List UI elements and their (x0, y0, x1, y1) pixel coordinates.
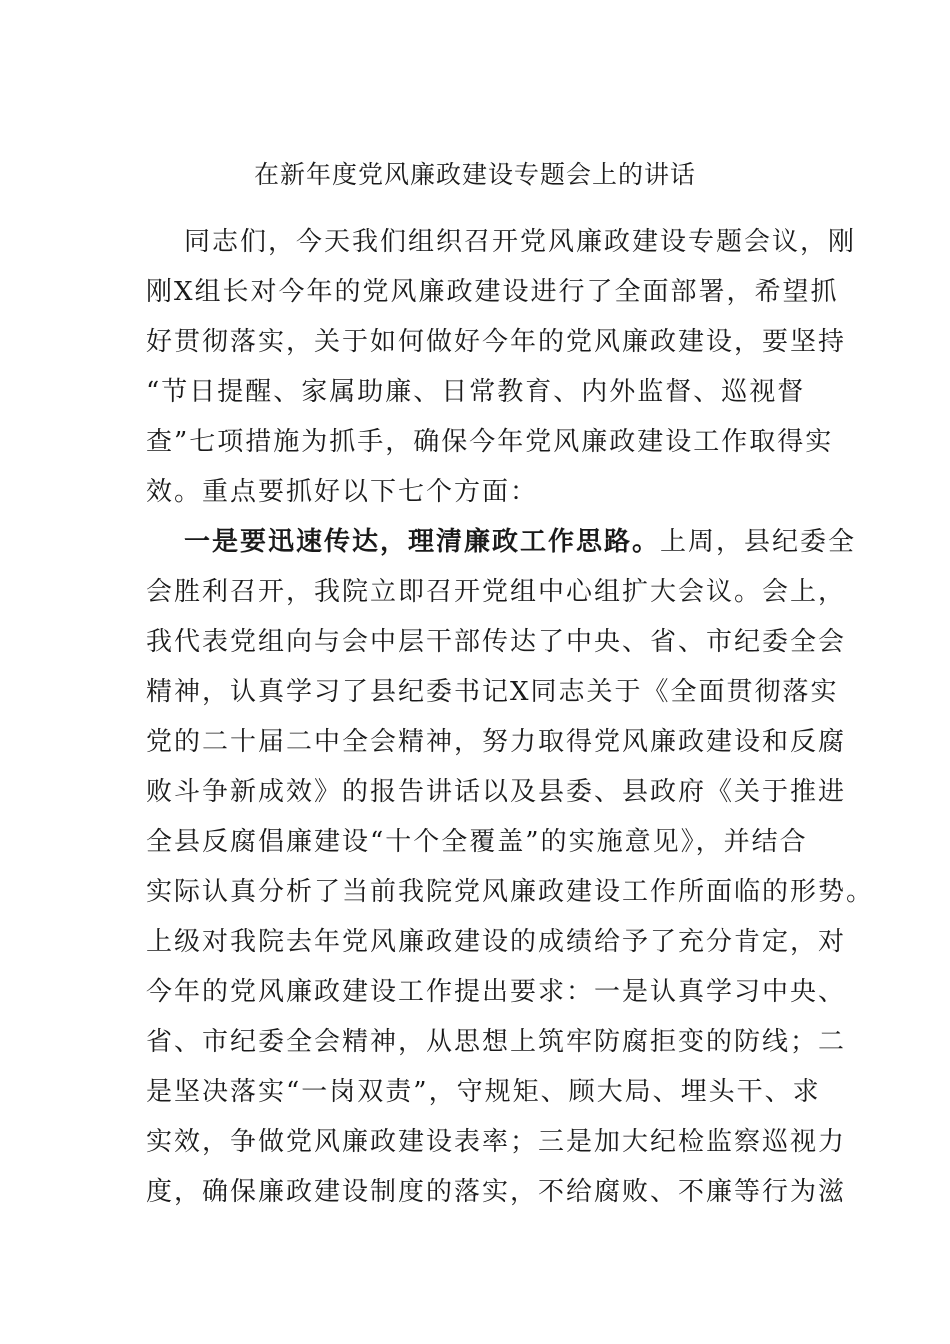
section-heading: 一是要迅速传达，理清廉政工作思路。 (184, 527, 661, 557)
paragraph-line: 查”七项措施为抓手，确保今年党风廉政建设工作取得实 (146, 427, 834, 457)
paragraph-line: 全县反腐倡廉建设“十个全覆盖”的实施意见》，并结合 (146, 827, 808, 857)
paragraph-line: 省、市纪委全会精神，从思想上筑牢防腐拒变的防线；二 (146, 1027, 847, 1057)
paragraph-line: 精神，认真学习了县纪委书记X同志关于《全面贯彻落实 (146, 677, 839, 707)
paragraph-line: “节日提醒、家属助廉、日常教育、内外监督、巡视督 (146, 377, 806, 407)
paragraph-line: 刚X组长对今年的党风廉政建设进行了全面部署，希望抓 (146, 277, 839, 307)
paragraph-line: 是坚决落实“一岗双责”，守规矩、顾大局、埋头干、求 (146, 1077, 821, 1107)
paragraph-text: 上周，县纪委全 (660, 527, 857, 557)
paragraph-line: 好贯彻落实，关于如何做好今年的党风廉政建设，要坚持 (146, 327, 847, 357)
paragraph-line: 效。重点要抓好以下七个方面： (146, 477, 539, 507)
paragraph-line: 党的二十届二中全会精神，努力取得党风廉政建设和反腐 (146, 727, 847, 757)
paragraph-line: 会胜利召开，我院立即召开党组中心组扩大会议。会上， (146, 577, 847, 607)
paragraph-line: 上级对我院去年党风廉政建设的成绩给予了充分肯定，对 (146, 927, 847, 957)
document-title: 在新年度党风廉政建设专题会上的讲话 (253, 160, 696, 189)
paragraph-line: 败斗争新成效》的报告讲话以及县委、县政府《关于推进 (146, 777, 847, 807)
paragraph-line: 度，确保廉政建设制度的落实，不给腐败、不廉等行为滋 (146, 1177, 847, 1207)
paragraph-first-line (184, 522, 856, 562)
paragraph-line: 我代表党组向与会中层干部传达了中央、省、市纪委全会 (146, 627, 847, 657)
paragraph-line: 实效，争做党风廉政建设表率；三是加大纪检监察巡视力 (146, 1127, 847, 1157)
paragraph-line: 实际认真分析了当前我院党风廉政建设工作所面临的形势。 (146, 877, 875, 907)
paragraph-line: 同志们，今天我们组织召开党风廉政建设专题会议，刚 (184, 227, 857, 257)
paragraph-line: 今年的党风廉政建设工作提出要求：一是认真学习中央、 (146, 977, 847, 1007)
